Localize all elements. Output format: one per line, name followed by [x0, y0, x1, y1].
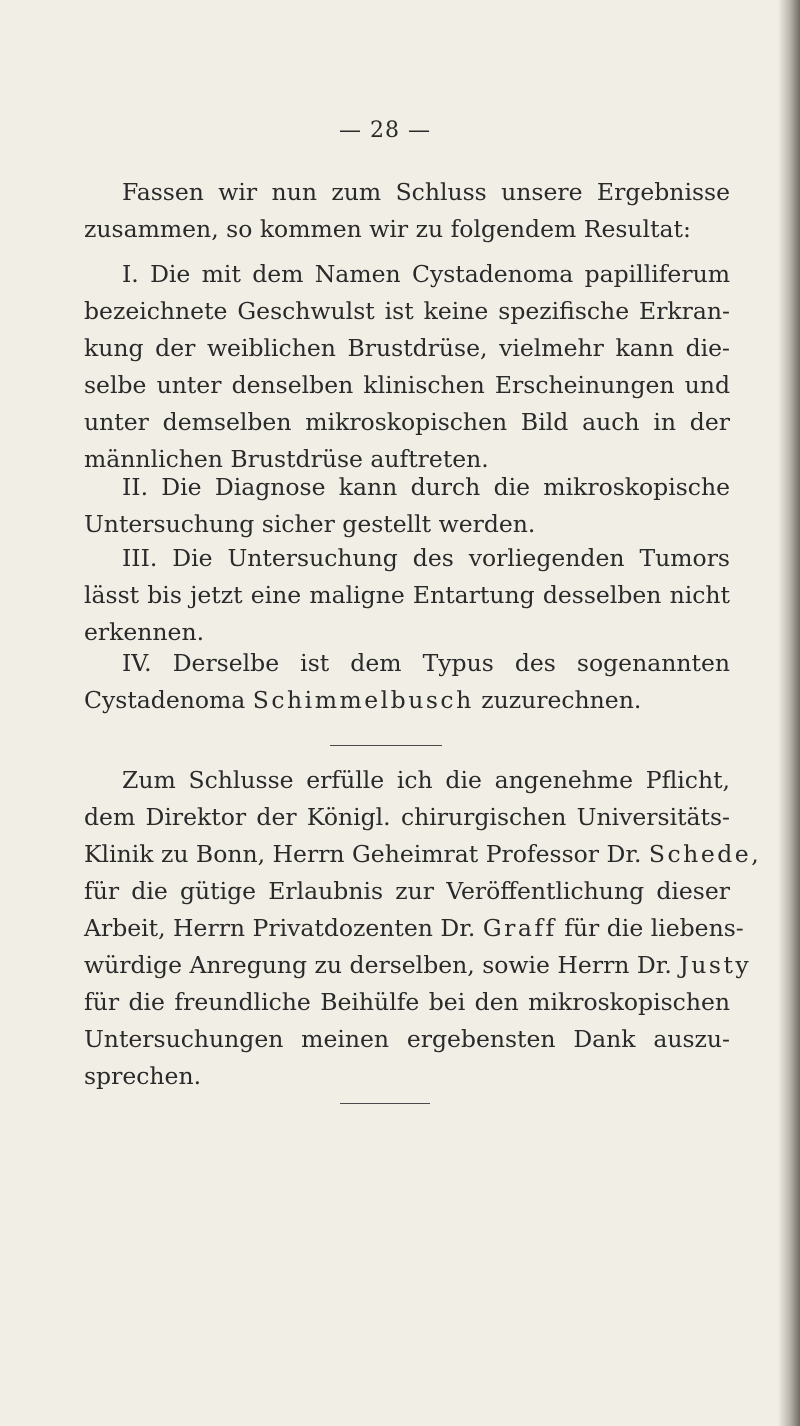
section-divider	[330, 745, 442, 746]
text-line: IV. Derselbe ist dem Typus des sogenannten	[122, 649, 730, 677]
text-line: kung der weiblichen Brustdrüse, vielmehr kann die-	[84, 334, 730, 362]
conclusion-point-4	[84, 645, 730, 719]
text-line: Untersuchung sicher gestellt werden.	[84, 510, 536, 538]
end-divider	[340, 1103, 430, 1104]
text-line: zusammen, so kommen wir zu folgendem Resultat:	[84, 215, 691, 243]
text-fragment: Klinik zu Bonn, Herrn Geheimrat Professor Dr.	[84, 840, 649, 868]
text-fragment: Cystadenoma	[84, 686, 253, 714]
text-line	[84, 682, 730, 719]
text-line	[84, 947, 752, 984]
text-fragment: ,	[751, 840, 759, 868]
person-name: Schimmelbusch	[252, 686, 474, 714]
text-line: für die freundliche Beihülfe bei den mikroskopischen	[84, 988, 730, 1016]
text-fragment: Arbeit, Herrn Privatdozenten Dr.	[84, 914, 483, 942]
conclusion-point-1	[84, 256, 730, 478]
conclusion-point-2	[84, 469, 730, 543]
text-line: sprechen.	[84, 1062, 202, 1090]
text-line: unter demselben mikroskopischen Bild auch in der	[84, 408, 730, 436]
person-name: Justy	[679, 951, 752, 979]
text-line: Fassen wir nun zum Schluss unsere Ergebnisse	[122, 178, 730, 206]
page-edge-shadow	[778, 0, 800, 1426]
text-fragment: für die liebens-	[556, 914, 744, 942]
page-number: — 28 —	[339, 118, 431, 143]
text-line: I. Die mit dem Namen Cystadenoma papilliferum	[122, 260, 730, 288]
text-line: selbe unter denselben klinischen Erscheinungen und	[84, 371, 730, 399]
text-line: II. Die Diagnose kann durch die mikroskopische	[122, 473, 730, 501]
conclusion-point-3	[84, 540, 730, 651]
text-line: für die gütige Erlaubnis zur Veröffentlichung dieser	[84, 877, 730, 905]
summary-intro	[84, 174, 730, 248]
person-name: Graff	[482, 914, 557, 942]
text-line: III. Die Untersuchung des vorliegenden Tumors	[122, 544, 730, 572]
text-line: lässt bis jetzt eine maligne Entartung desselben nicht	[84, 581, 730, 609]
text-line	[84, 910, 744, 947]
text-fragment: zuzurechnen.	[473, 686, 642, 714]
person-name: Schede	[648, 840, 752, 868]
text-line: dem Direktor der Königl. chirurgischen Universitäts-	[84, 803, 730, 831]
text-line: männlichen Brustdrüse auftreten.	[84, 445, 489, 473]
text-line: bezeichnete Geschwulst ist keine spezifische Erkran-	[84, 297, 730, 325]
text-fragment: würdige Anregung zu derselben, sowie Herrn Dr.	[84, 951, 680, 979]
text-line: Untersuchungen meinen ergebensten Dank auszu-	[84, 1025, 730, 1053]
acknowledgement	[84, 762, 759, 1095]
text-line: Zum Schlusse erfülle ich die angenehme Pflicht,	[122, 766, 730, 794]
text-line	[84, 836, 759, 873]
text-line: erkennen.	[84, 618, 205, 646]
